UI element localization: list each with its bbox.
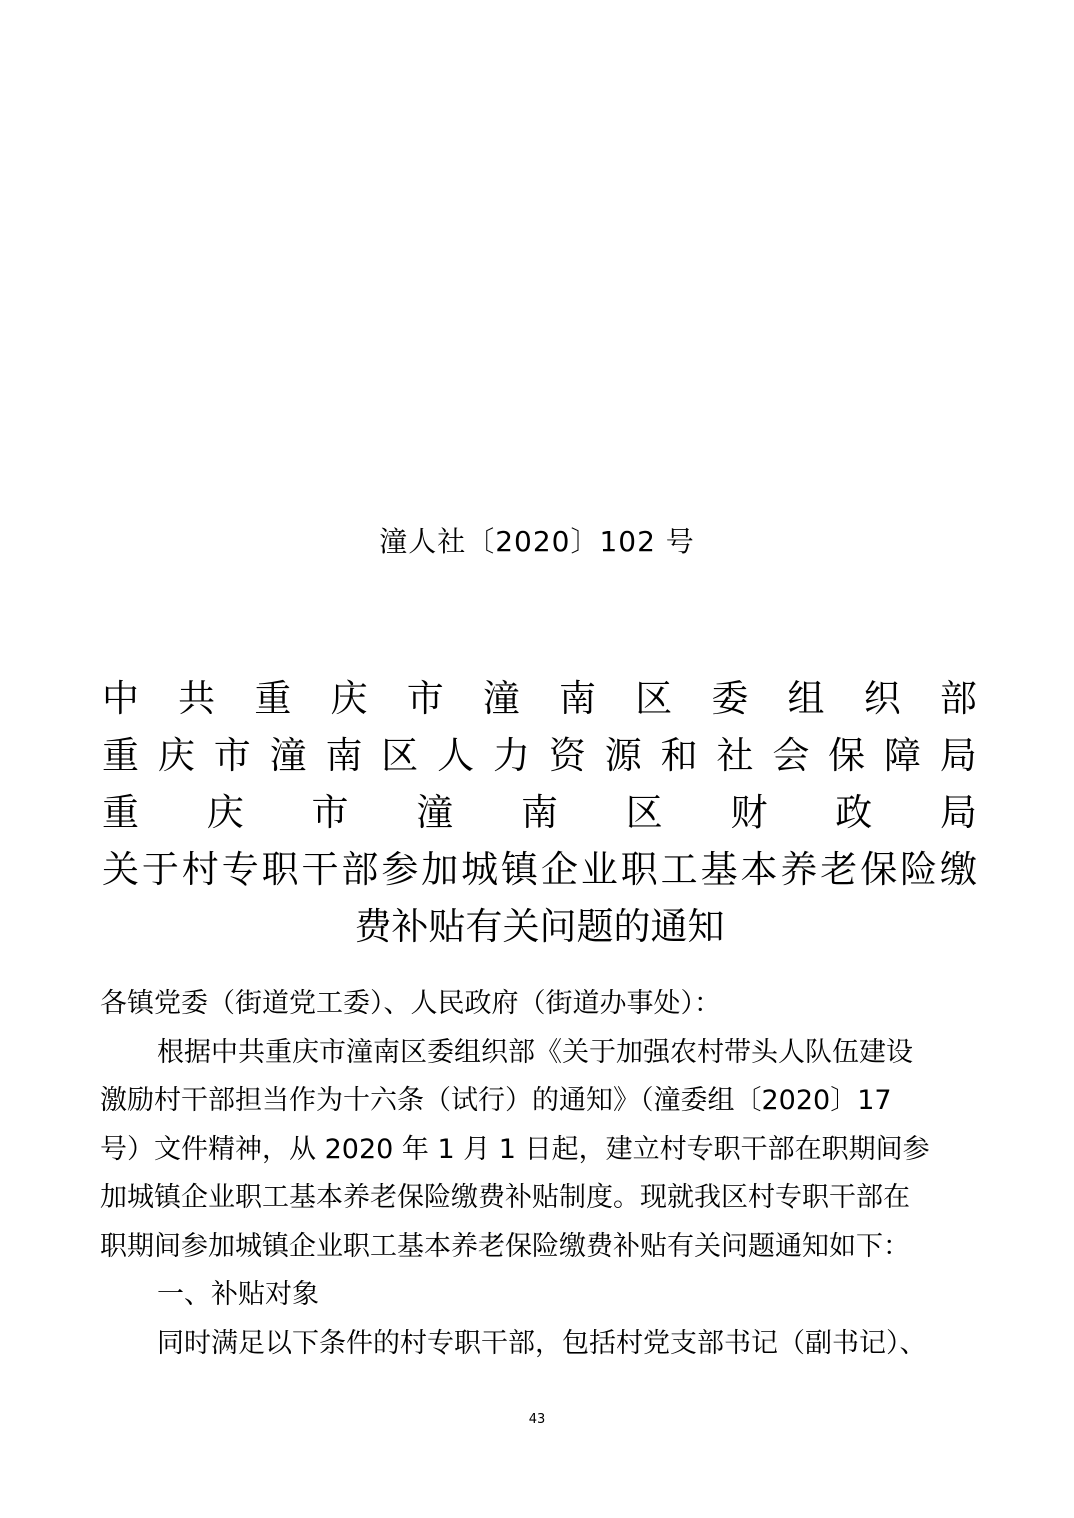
issuer-character: 源 [604,734,642,777]
issuer-character: 市 [311,791,349,834]
body-line: 根据中共重庆市潼南区委组织部《关于加强农村带头人队伍建设 [157,1036,913,1068]
issuer-character: 南 [521,791,558,834]
issuer-character: 市 [406,677,444,720]
body-line: 激励村干部担当作为十六条（试行）的通知》（潼委组〔2020〕17 [100,1085,892,1116]
issuer-character: 重 [102,791,139,834]
issuer-character: 南 [559,677,597,720]
issuer-character: 委 [711,677,749,720]
issuer-character: 人 [437,734,475,777]
body-line: 号）文件精神，从 2020 年 1 月 1 日起，建立村专职干部在职期间参 [100,1133,930,1165]
issuer-character: 重 [102,734,139,777]
title-line-1: 关于村专职干部参加城镇企业职工基本养老保险缴 [102,848,977,891]
body-line: 加城镇企业职工基本养老保险缴费补贴制度。现就我区村专职干部在 [100,1182,910,1213]
issuer-character: 资 [548,734,586,777]
page-number: 43 [528,1412,546,1427]
issuer-line-finance-bureau [102,784,977,841]
salutation: 各镇党委（街道党工委）、人民政府（街道办事处）： [100,988,721,1019]
body-line: 同时满足以下条件的村专职干部，包括村党支部书记（副书记）、 [157,1327,927,1359]
issuer-character: 区 [625,791,663,834]
section-heading: 一、补贴对象 [157,1279,319,1310]
issuer-character: 潼 [482,677,520,720]
issuer-line-human-resources-bureau [102,727,977,784]
issuer-character: 力 [493,734,531,777]
issuer-line-organization-department [102,670,977,727]
issuer-character: 障 [884,734,922,777]
issuer-character: 潼 [416,791,454,834]
issuer-character: 南 [325,734,363,777]
issuer-character: 局 [940,791,977,834]
document-number: 潼人社〔2020〕102 号 [379,525,695,558]
issuer-character: 和 [660,734,698,777]
issuer-character: 财 [730,791,768,834]
issuer-character: 潼 [269,734,307,777]
issuer-character: 庆 [330,677,368,720]
issuer-character: 社 [716,734,754,777]
issuer-character: 区 [635,677,673,720]
document-title-block [102,670,977,955]
issuer-character: 保 [828,734,866,777]
body-line: 职期间参加城镇企业职工基本养老保险缴费补贴有关问题通知如下： [100,1230,910,1262]
issuer-character: 重 [254,677,292,720]
title-line-2: 费补贴有关问题的通知 [354,905,725,948]
issuer-character: 中 [102,677,139,720]
issuer-character: 局 [939,734,977,777]
issuer-character: 共 [178,677,216,720]
document-body [100,980,980,1368]
issuer-character: 市 [213,734,251,777]
issuer-character: 庆 [206,791,244,834]
issuer-character: 组 [787,677,825,720]
issuer-character: 区 [381,734,419,777]
issuer-character: 部 [939,677,977,720]
issuer-character: 会 [772,734,810,777]
issuer-character: 庆 [157,734,195,777]
issuer-character: 织 [863,677,901,720]
issuer-character: 政 [835,791,873,834]
